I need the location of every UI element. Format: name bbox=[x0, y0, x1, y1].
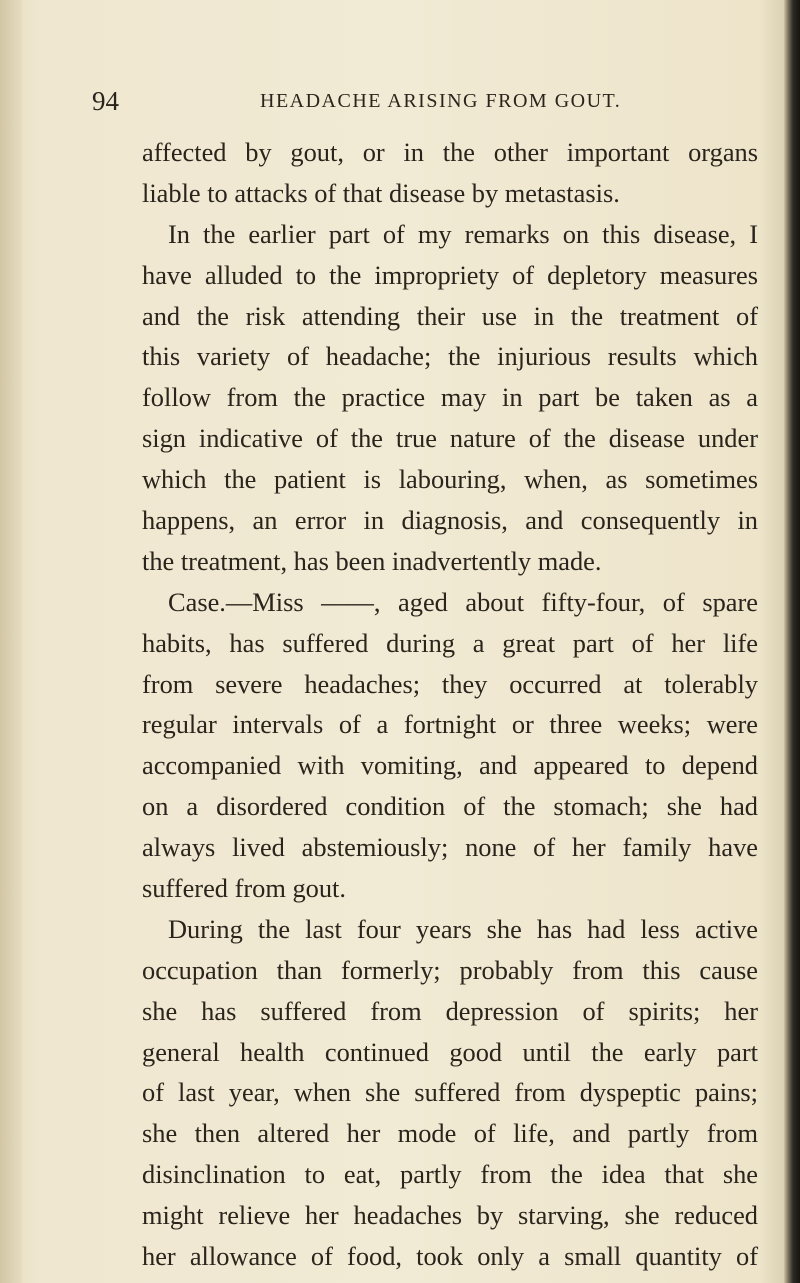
text-line: and the risk attending their use in the treatment of bbox=[142, 300, 758, 331]
text-line: affected by gout, or in the other important organs bbox=[142, 137, 758, 167]
text-line: her allowance of food, took only a small quantity of bbox=[142, 1241, 758, 1272]
text-line: In the earlier part of my remarks on this disease, I bbox=[168, 218, 758, 249]
body-text bbox=[142, 132, 758, 1277]
text-line: have alluded to the impropriety of depletory measures bbox=[142, 259, 758, 290]
text-line: follow from the practice may in part be taken as a bbox=[142, 382, 758, 413]
text-line: disinclination to eat, partly from the idea that she bbox=[142, 1159, 758, 1190]
text-line: she then altered her mode of life, and partly from bbox=[142, 1118, 758, 1149]
text-line: might relieve her headaches by starving, she reduced bbox=[142, 1200, 758, 1231]
text-line: accompanied with vomiting, and appeared to depend bbox=[142, 750, 758, 781]
page-edge-shadow bbox=[784, 0, 800, 1283]
text-line: the treatment, has been inadvertently made. bbox=[142, 545, 602, 576]
text-line: happens, an error in diagnosis, and consequently in bbox=[142, 505, 758, 536]
text-line: always lived abstemiously; none of her family have bbox=[142, 832, 758, 863]
text-line: sign indicative of the true nature of the disease under bbox=[142, 423, 758, 454]
text-line: Case.—Miss ——, aged about fifty-four, of spare bbox=[168, 586, 758, 617]
running-head: HEADACHE ARISING FROM GOUT. bbox=[260, 90, 622, 112]
text-line: During the last four years she has had less active bbox=[168, 913, 758, 944]
page-header bbox=[92, 86, 732, 126]
text-line: suffered from gout. bbox=[142, 873, 346, 904]
page-number: 94 bbox=[92, 86, 119, 116]
text-line: this variety of headache; the injurious results which bbox=[142, 341, 758, 372]
page-gutter bbox=[0, 0, 22, 1283]
text-line: habits, has suffered during a great part of her life bbox=[142, 627, 758, 658]
text-line: liable to attacks of that disease by metastasis. bbox=[142, 177, 620, 208]
text-line: regular intervals of a fortnight or three weeks; were bbox=[142, 709, 758, 740]
text-line: general health continued good until the early part bbox=[142, 1036, 758, 1067]
text-line: on a disordered condition of the stomach; she had bbox=[142, 791, 758, 822]
text-line: she has suffered from depression of spirits; her bbox=[142, 995, 758, 1026]
text-line: of last year, when she suffered from dyspeptic pains; bbox=[142, 1077, 758, 1108]
text-line: occupation than formerly; probably from this cause bbox=[142, 954, 758, 985]
text-line: from severe headaches; they occurred at tolerably bbox=[142, 668, 758, 699]
text-line: which the patient is labouring, when, as sometimes bbox=[142, 464, 758, 495]
